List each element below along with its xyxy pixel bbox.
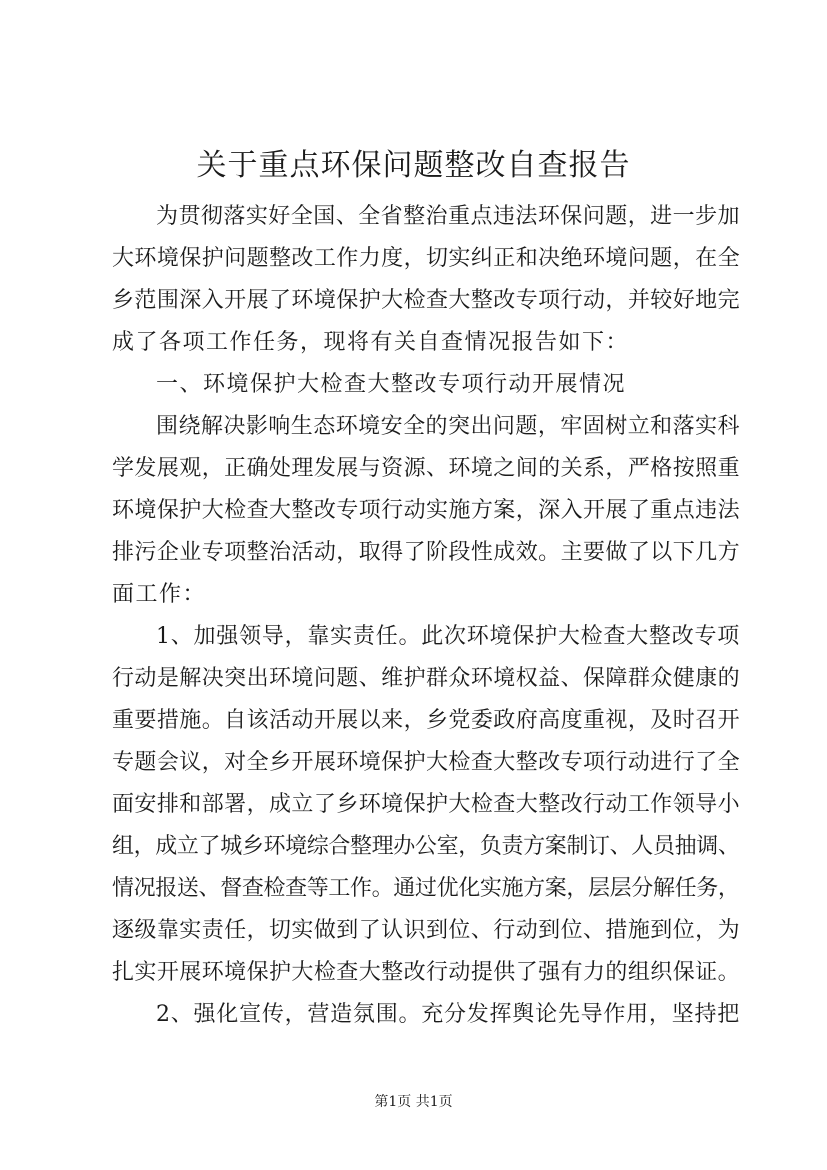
text-line: 为贯彻落实好全国、全省整治重点违法环保问题，进一步加 [156,204,741,229]
section-heading: 一、环境保护大检查大整改专项行动开展情况 [156,372,627,397]
text-line: 大环境保护问题整改工作力度，切实纠正和决绝环境问题，在全 [112,246,741,271]
text-line: 情况报送、督查检查等工作。通过优化实施方案，层层分解任务， [112,876,740,901]
text-line: 排污企业专项整治活动，取得了阶段性成效。主要做了以下几方 [112,540,741,565]
text-line: 围绕解决影响生态环境安全的突出问题，牢固树立和落实科 [156,414,741,439]
text-line: 环境保护大检查大整改专项行动实施方案，深入开展了重点违法 [112,498,741,523]
text-line: 组，成立了城乡环境综合整理办公室，负责方案制订、人员抽调、 [112,834,740,859]
page-footer: 第1页 共1页 [374,1094,453,1110]
text-line: 逐级靠实责任，切实做到了认识到位、行动到位、措施到位，为 [112,918,741,943]
text-line: 成了各项工作任务，现将有关自查情况报告如下： [112,330,630,355]
text-line: 重要措施。自该活动开展以来，乡党委政府高度重视，及时召开 [112,708,741,733]
document-body [112,196,740,1036]
page-title: 关于重点环保问题整改自查报告 [196,148,631,183]
text-line: 学发展观，正确处理发展与资源、环境之间的关系，严格按照重 [112,456,741,481]
text-line: 扎实开展环境保护大检查大整改行动提供了强有力的组织保证。 [112,960,741,985]
text-line: 乡范围深入开展了环境保护大检查大整改专项行动，并较好地完 [112,288,741,313]
text-line: 2、强化宣传，营造氛围。充分发挥舆论先导作用，坚持把 [156,1002,740,1027]
text-line: 面工作： [112,582,207,607]
text-line: 面安排和部署，成立了乡环境保护大检查大整改行动工作领导小 [112,792,741,817]
text-line: 1、加强领导，靠实责任。此次环境保护大检查大整改专项 [156,624,740,649]
text-line: 专题会议，对全乡开展环境保护大检查大整改专项行动进行了全 [112,750,741,775]
text-line: 行动是解决突出环境问题、维护群众环境权益、保障群众健康的 [112,666,741,691]
